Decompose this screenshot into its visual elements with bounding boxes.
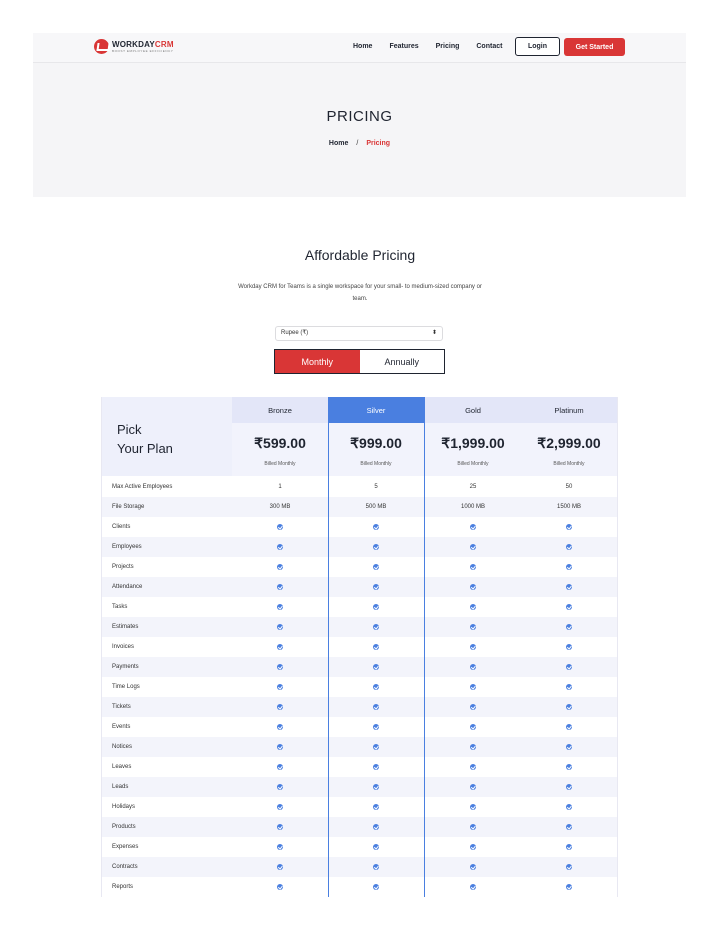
main-nav (353, 43, 519, 50)
plan-header-gold (425, 397, 521, 476)
logo-word-1: WORKDAY (112, 39, 155, 49)
breadcrumb (33, 140, 686, 147)
currency-selected-value: Rupee (₹) (281, 330, 309, 336)
table-cell-included (521, 757, 617, 777)
table-cell-included (328, 617, 424, 637)
select-arrows-icon: ⬍ (431, 330, 437, 336)
table-cell-value: 5 (374, 484, 378, 490)
table-row (102, 597, 618, 617)
plan-header-platinum (521, 397, 617, 476)
table-cell-included (328, 817, 424, 837)
table-cell-included (425, 777, 521, 797)
check-circle-icon (373, 804, 379, 810)
logo[interactable] (94, 39, 174, 54)
check-circle-icon (277, 844, 283, 850)
check-circle-icon (566, 784, 572, 790)
row-label: Estimates (112, 624, 139, 630)
table-row (102, 777, 618, 797)
check-circle-icon (373, 664, 379, 670)
table-cell-included (521, 677, 617, 697)
table-cell-included (328, 537, 424, 557)
plan-price: ₹999.00 (350, 435, 402, 451)
table-cell-included (425, 857, 521, 877)
check-circle-icon (373, 784, 379, 790)
table-cell-included (521, 817, 617, 837)
table-row (102, 737, 618, 757)
table-cell-included (425, 717, 521, 737)
check-circle-icon (373, 744, 379, 750)
check-circle-icon (373, 544, 379, 550)
check-circle-icon (277, 604, 283, 610)
logo-icon (94, 39, 109, 54)
check-circle-icon (373, 584, 379, 590)
table-row (102, 817, 618, 837)
check-circle-icon (277, 644, 283, 650)
check-circle-icon (566, 624, 572, 630)
row-label: Invoices (112, 644, 135, 650)
row-label: Contracts (112, 864, 138, 870)
table-cell-included (232, 637, 328, 657)
row-label: Leads (112, 784, 129, 790)
table-row (102, 877, 618, 897)
check-circle-icon (277, 704, 283, 710)
check-circle-icon (373, 644, 379, 650)
check-circle-icon (470, 544, 476, 550)
page-banner (33, 63, 686, 197)
check-circle-icon (470, 524, 476, 530)
check-circle-icon (373, 684, 379, 690)
table-cell-value: 50 (565, 484, 573, 490)
table-cell-included (521, 737, 617, 757)
table-cell-value: 500 MB (365, 504, 387, 510)
check-circle-icon (470, 884, 476, 890)
row-label: Attendance (112, 584, 143, 590)
check-circle-icon (277, 664, 283, 670)
table-cell-included (425, 597, 521, 617)
pick-plan-cell (102, 397, 232, 476)
check-circle-icon (277, 584, 283, 590)
check-circle-icon (277, 824, 283, 830)
plan-price: ₹1,999.00 (441, 435, 505, 451)
check-circle-icon (277, 724, 283, 730)
table-cell-included (521, 837, 617, 857)
row-label: Projects (112, 564, 134, 570)
row-label: Notices (112, 744, 133, 750)
row-label: Clients (112, 524, 131, 530)
check-circle-icon (470, 764, 476, 770)
table-cell-included (425, 837, 521, 857)
plan-header-bronze (232, 397, 328, 476)
table-cell-included (425, 757, 521, 777)
table-row (102, 657, 618, 677)
table-cell-included (521, 597, 617, 617)
breadcrumb-home[interactable]: Home (328, 140, 349, 147)
check-circle-icon (566, 564, 572, 570)
logo-tagline: BOOST EMPLOYEE EFFICIENCY (112, 48, 174, 53)
row-label: Products (112, 824, 136, 830)
check-circle-icon (470, 664, 476, 670)
check-circle-icon (566, 524, 572, 530)
row-label: Payments (112, 664, 139, 670)
table-cell-included (232, 877, 328, 897)
table-cell-included (328, 677, 424, 697)
table-cell-included (232, 757, 328, 777)
plan-billing-note: Billed Monthly (457, 461, 489, 467)
check-circle-icon (566, 664, 572, 670)
table-cell-included (425, 737, 521, 757)
table-cell-included (232, 777, 328, 797)
table-cell-included (521, 717, 617, 737)
table-row (102, 837, 618, 857)
breadcrumb-current: Pricing (366, 140, 391, 147)
table-cell-included (232, 857, 328, 877)
row-label: Tickets (112, 704, 131, 710)
table-row (102, 477, 618, 497)
nav-home[interactable]: Home (353, 43, 373, 50)
nav-contact[interactable]: Contact (476, 43, 503, 50)
table-cell-included (425, 537, 521, 557)
table-cell-included (425, 617, 521, 637)
plan-name[interactable]: Silver (328, 397, 424, 423)
check-circle-icon (566, 764, 572, 770)
check-circle-icon (277, 564, 283, 570)
check-circle-icon (277, 784, 283, 790)
table-cell-included (521, 857, 617, 877)
check-circle-icon (470, 564, 476, 570)
table-cell-value: 1000 MB (460, 504, 485, 510)
table-row (102, 517, 618, 537)
table-cell-included (232, 677, 328, 697)
table-row (102, 497, 618, 517)
check-circle-icon (470, 624, 476, 630)
check-circle-icon (566, 724, 572, 730)
table-row (102, 577, 618, 597)
check-circle-icon (373, 884, 379, 890)
plan-billing-note: Billed Monthly (264, 461, 296, 467)
table-cell-included (328, 717, 424, 737)
table-cell-included (328, 637, 424, 657)
table-cell-included (425, 817, 521, 837)
check-circle-icon (470, 584, 476, 590)
table-cell-included (425, 697, 521, 717)
check-circle-icon (373, 724, 379, 730)
table-cell-included (328, 737, 424, 757)
table-cell-included (328, 777, 424, 797)
check-circle-icon (277, 864, 283, 870)
table-row (102, 557, 618, 577)
check-circle-icon (470, 724, 476, 730)
table-cell-included (425, 677, 521, 697)
check-circle-icon (277, 524, 283, 530)
table-cell-included (232, 537, 328, 557)
table-cell-included (521, 557, 617, 577)
table-cell-included (328, 857, 424, 877)
check-circle-icon (470, 864, 476, 870)
table-cell-included (425, 637, 521, 657)
table-cell-included (232, 697, 328, 717)
check-circle-icon (470, 844, 476, 850)
table-cell-included (232, 837, 328, 857)
check-circle-icon (566, 704, 572, 710)
table-cell-included (232, 737, 328, 757)
pick-plan-line-1: Pick (117, 422, 142, 437)
check-circle-icon (470, 704, 476, 710)
check-circle-icon (277, 884, 283, 890)
check-circle-icon (566, 584, 572, 590)
plan-name[interactable]: Bronze (232, 397, 328, 423)
table-cell-included (328, 557, 424, 577)
check-circle-icon (566, 744, 572, 750)
check-circle-icon (373, 844, 379, 850)
table-cell-included (425, 517, 521, 537)
check-circle-icon (373, 564, 379, 570)
check-circle-icon (566, 884, 572, 890)
check-circle-icon (373, 824, 379, 830)
login-button[interactable]: Login (515, 37, 560, 56)
row-label: Tasks (112, 604, 128, 610)
table-cell-included (232, 797, 328, 817)
table-cell-included (328, 697, 424, 717)
table-cell-included (521, 797, 617, 817)
check-circle-icon (277, 684, 283, 690)
table-cell-included (521, 777, 617, 797)
check-circle-icon (277, 804, 283, 810)
check-circle-icon (470, 644, 476, 650)
table-cell-included (328, 517, 424, 537)
nav-pricing[interactable]: Pricing (435, 43, 460, 50)
table-cell-included (232, 577, 328, 597)
table-cell-included (232, 617, 328, 637)
check-circle-icon (470, 784, 476, 790)
table-cell-included (232, 817, 328, 837)
row-label: Leaves (112, 764, 132, 770)
table-cell-included (425, 577, 521, 597)
table-cell-included (328, 577, 424, 597)
table-cell-included (232, 517, 328, 537)
row-label: Time Logs (112, 684, 140, 690)
table-cell-included (328, 657, 424, 677)
check-circle-icon (277, 624, 283, 630)
check-circle-icon (566, 804, 572, 810)
table-cell-included (328, 877, 424, 897)
pricing-table (101, 397, 618, 897)
table-cell-included (521, 617, 617, 637)
check-circle-icon (566, 844, 572, 850)
check-circle-icon (470, 804, 476, 810)
row-label: Reports (112, 884, 134, 890)
pick-plan-line-2: Your Plan (117, 441, 173, 456)
table-row (102, 617, 618, 637)
table-cell-included (232, 717, 328, 737)
table-cell-value: 300 MB (269, 504, 291, 510)
table-cell-value: 1 (278, 484, 282, 490)
section-description: Workday CRM for Teams is a single workspace for your small- to medium-sized company or team. (238, 284, 482, 302)
section-title: Affordable Pricing (304, 247, 416, 263)
plan-name[interactable]: Platinum (521, 397, 617, 423)
check-circle-icon (566, 684, 572, 690)
table-cell-value: 25 (469, 484, 477, 490)
check-circle-icon (566, 864, 572, 870)
check-circle-icon (373, 704, 379, 710)
check-circle-icon (470, 604, 476, 610)
table-cell-value: 1500 MB (556, 504, 581, 510)
table-cell-included (521, 537, 617, 557)
check-circle-icon (277, 744, 283, 750)
table-row (102, 797, 618, 817)
plan-price: ₹2,999.00 (537, 435, 601, 451)
row-label: Employees (112, 544, 142, 550)
nav-features[interactable]: Features (389, 43, 419, 50)
table-cell-included (521, 657, 617, 677)
row-label: Events (112, 724, 131, 730)
table-row (102, 757, 618, 777)
row-label: Expenses (112, 844, 139, 850)
currency-select[interactable] (275, 326, 443, 341)
table-cell-included (328, 797, 424, 817)
check-circle-icon (373, 764, 379, 770)
table-cell-included (521, 697, 617, 717)
table-cell-included (521, 517, 617, 537)
plan-billing-note: Billed Monthly (360, 461, 392, 467)
check-circle-icon (470, 744, 476, 750)
site-header (33, 33, 686, 63)
monthly-toggle-button[interactable]: Monthly (275, 350, 360, 373)
check-circle-icon (277, 544, 283, 550)
check-circle-icon (470, 824, 476, 830)
row-label: Holidays (112, 804, 136, 810)
table-cell-included (425, 557, 521, 577)
table-cell-included (232, 557, 328, 577)
check-circle-icon (373, 624, 379, 630)
table-cell-included (521, 877, 617, 897)
check-circle-icon (277, 764, 283, 770)
check-circle-icon (373, 604, 379, 610)
table-row (102, 857, 618, 877)
table-row (102, 717, 618, 737)
check-circle-icon (373, 524, 379, 530)
row-label: Max Active Employees (112, 484, 173, 490)
table-cell-included (521, 577, 617, 597)
table-cell-included (232, 597, 328, 617)
check-circle-icon (373, 864, 379, 870)
table-cell-included (232, 657, 328, 677)
page-title: PRICING (326, 108, 393, 125)
table-cell-included (328, 837, 424, 857)
plan-billing-note: Billed Monthly (553, 461, 585, 467)
plan-header-silver (328, 397, 424, 476)
table-row (102, 537, 618, 557)
check-circle-icon (566, 604, 572, 610)
row-label: File Storage (112, 504, 145, 510)
check-circle-icon (566, 824, 572, 830)
table-row (102, 697, 618, 717)
billing-toggle (274, 349, 445, 374)
table-cell-included (425, 877, 521, 897)
get-started-button[interactable]: Get Started (564, 38, 625, 56)
plan-name[interactable]: Gold (425, 397, 521, 423)
table-row (102, 677, 618, 697)
check-circle-icon (470, 684, 476, 690)
check-circle-icon (566, 544, 572, 550)
plan-price: ₹599.00 (254, 435, 306, 451)
table-cell-included (328, 757, 424, 777)
table-cell-included (425, 657, 521, 677)
check-circle-icon (566, 644, 572, 650)
logo-word-2: CRM (154, 39, 174, 49)
table-cell-included (328, 597, 424, 617)
table-cell-included (425, 797, 521, 817)
breadcrumb-separator: / (356, 140, 359, 147)
table-cell-included (521, 637, 617, 657)
table-row (102, 637, 618, 657)
annually-toggle-button[interactable]: Annually (360, 350, 445, 373)
